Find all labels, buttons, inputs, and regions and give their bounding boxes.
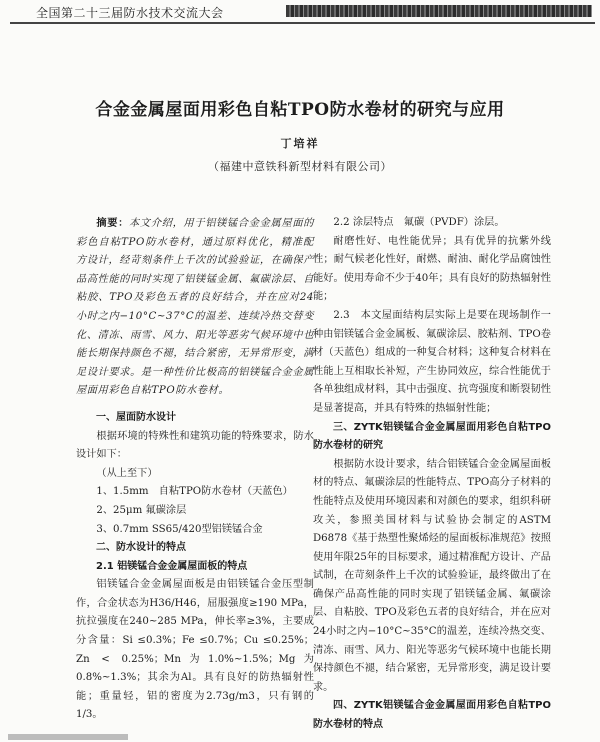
page-footer-mark	[8, 734, 128, 740]
section-heading-3: 三、ZYTK铝镁锰合金金属屋面用彩色自粘TPO防水卷材的研究	[313, 421, 551, 452]
running-header	[0, 0, 600, 30]
paragraph: 2.3 本文屋面结构层实际上是要在现场制作一种由铝镁锰合金金属板、氟碳涂层、胶粘剂、TPO卷材（天蓝色）组成的一种复合材料；这种复合材料在性能上互相取长补短，产生协同效应，综合性能优于各单独组成材料，其中击强度、抗弯强度和断裂韧性是显著提高，并具有特殊的热辐射性能；	[313, 309, 551, 414]
abstract-label: 摘要：	[96, 217, 130, 229]
abstract	[76, 214, 314, 401]
paragraph: 铝镁锰合金金属屋面板是由铝镁锰合金压型制作，合金状态为H36/H46，屈服强度≥190 MPa，抗拉强度在240~285 MPa，伸长率≥3%，主要成分含量：Si ≤0.3%；Fe ≤0.7%；Cu ≤0.25%；Zn < 0.25%；Mn为1.0%~1.5%；Mg为0.8%~1.3%；其余为Al。具有良好的防热辐射性能；重量轻，铝的密度为2.73g/m3，只有钢的1/3。	[76, 579, 314, 721]
header-rule	[10, 22, 595, 24]
author-name: 丁培祥	[280, 137, 320, 150]
paragraph: 耐磨性好、电性能优异；具有优异的抗紫外线性；耐气候老化性好，耐燃、耐油、耐化学品腐蚀性能好。使用寿命不少于40年；具有良好的防热辐射性能；	[313, 235, 551, 303]
paragraph: 根据环境的特殊性和建筑功能的特殊要求，防水设计如下：	[76, 430, 314, 461]
section-heading-4: 四、ZYTK铝镁锰合金金属屋面用彩色自粘TPO防水卷材的特点	[313, 700, 551, 731]
left-column	[76, 214, 314, 725]
list-intro: （从上至下）	[96, 467, 158, 479]
subsection-heading-2-2: 2.2 涂层特点 氟碳（PVDF）涂层。	[333, 217, 505, 228]
paper-title: 合金金属屋面用彩色自粘TPO防水卷材的研究与应用	[95, 100, 505, 120]
affiliation: （福建中意铁科新型材料有限公司）	[208, 160, 392, 173]
subsection-heading-2-1: 2.1 铝镁锰合金金属屋面板的特点	[96, 560, 248, 572]
list-item: 3、0.7mm SS65/420型铝镁锰合金	[96, 523, 263, 535]
right-column	[313, 214, 551, 735]
list-item: 2、25μm 氟碳涂层	[96, 504, 187, 516]
paragraph: 根据防水设计要求，结合铝镁锰合金金属屋面板材的特点、氟碳涂层的性能特点、TPO高分子材料的性能特点及使用环境因素和对颜色的要求，组织科研攻关，参照美国材料与试验协会制定的ASTM D6878《基于热塑性聚烯烃的屋面板标准规范》按照使用年限25年的目标要求，通过精准配方设计、产品试制，在苛刻条件上千次的试验验证，最终做出了在确保产品高性能的同时实现了铝镁锰金属、氟碳涂层、自粘胶、TPO及彩色五者的良好结合，并在应对24小时之内−10°C~35°C的温差，连续冷热交变、清冻、雨雪、风力、阳光等恶劣气候环境中也能长期保持颜色不褪，结合紧密，无异常形变，满足设计要求。	[313, 458, 551, 693]
section-heading-2: 二、防水设计的特点	[96, 542, 186, 554]
section-heading-1: 一、屋面防水设计	[96, 411, 176, 423]
header-decorative-band	[286, 5, 592, 17]
list-item: 1、1.5mm 自粘TPO防水卷材（天蓝色）	[96, 486, 293, 498]
running-title: 全国第二十三届防水技术交流大会	[36, 6, 224, 20]
abstract-text: 本文介绍，用于铝镁锰合金金属屋面的彩色自粘TPO防水卷材，通过原料优化，精准配方设计，经苛刻条件上千次的试验验证，在确保产品高性能的同时实现了铝镁锰金属、氟碳涂层、自粘胶、TPO及彩色五者的良好结合，并在应对24小时之内−10°C~37°C的温差、连续冷热交替变化、清冻、雨雪、风力、阳光等恶劣气候环境中也能长期保持颜色不褪，结合紧密，无异常形变，满足设计要求。是一种性价比极高的铝镁锰合金金属屋面用彩色自粘TPO防水卷材。	[76, 218, 314, 397]
